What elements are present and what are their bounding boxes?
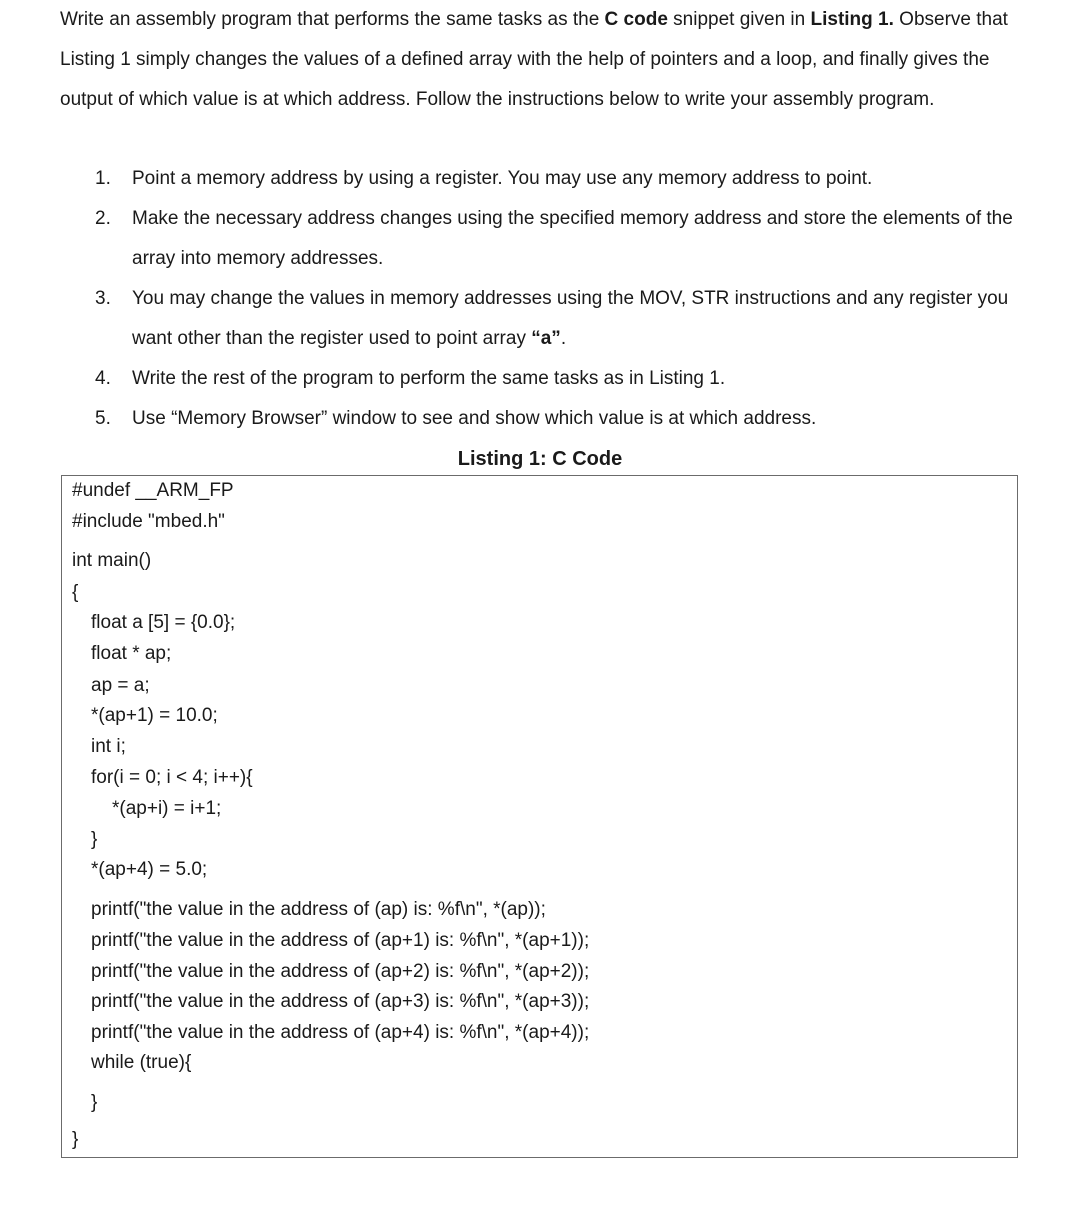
code-listing-box bbox=[61, 475, 1018, 1158]
instruction-text bbox=[132, 279, 1035, 359]
code-line: } bbox=[72, 1129, 79, 1150]
code-line: printf("the value in the address of (ap+1) is: %f\n", *(ap+1)); bbox=[91, 930, 590, 951]
instruction-number: 3. bbox=[95, 288, 111, 309]
instruction-text-segment: Write the rest of the program to perform the same tasks as in Listing 1. bbox=[132, 368, 726, 389]
instruction-list bbox=[95, 159, 1035, 439]
code-line: printf("the value in the address of (ap) is: %f\n", *(ap)); bbox=[91, 899, 546, 920]
code-line: while (true){ bbox=[91, 1052, 192, 1073]
intro-paragraph bbox=[60, 0, 1035, 120]
listing-caption: Listing 1: C Code bbox=[457, 448, 623, 470]
instruction-item bbox=[95, 279, 1035, 359]
code-line: int i; bbox=[91, 736, 126, 757]
instruction-bold-array-name: “a” bbox=[531, 328, 561, 349]
code-line: } bbox=[91, 1092, 98, 1113]
code-line: *(ap+4) = 5.0; bbox=[91, 859, 208, 880]
instruction-text-segment: You may change the values in memory addresses using the MOV, STR instructions and any register you want other than the register used to point array bbox=[132, 288, 1009, 349]
intro-text: Write an assembly program that performs the same tasks as the bbox=[60, 9, 605, 30]
code-line: float a [5] = {0.0}; bbox=[91, 612, 236, 633]
instruction-text-segment: Make the necessary address changes using the specified memory address and store the elements of the array into memory addresses. bbox=[132, 208, 1013, 269]
code-line: #undef __ARM_FP bbox=[72, 480, 234, 501]
instruction-item bbox=[95, 399, 1035, 439]
instruction-text bbox=[132, 359, 1035, 399]
instruction-text-segment: . bbox=[560, 328, 567, 349]
code-line: printf("the value in the address of (ap+4) is: %f\n", *(ap+4)); bbox=[91, 1022, 590, 1043]
code-line: ap = a; bbox=[91, 675, 150, 696]
code-line: } bbox=[91, 829, 98, 850]
instruction-text bbox=[132, 399, 1035, 439]
code-line: for(i = 0; i < 4; i++){ bbox=[91, 767, 253, 788]
instruction-text-segment: Point a memory address by using a register. You may use any memory address to point. bbox=[132, 168, 873, 189]
code-line: int main() bbox=[72, 550, 152, 571]
instruction-item bbox=[95, 199, 1035, 279]
code-line: printf("the value in the address of (ap+2) is: %f\n", *(ap+2)); bbox=[91, 961, 590, 982]
assignment-intro bbox=[60, 0, 1035, 120]
instruction-item bbox=[95, 359, 1035, 399]
instruction-number: 1. bbox=[95, 168, 111, 189]
code-line: printf("the value in the address of (ap+3) is: %f\n", *(ap+3)); bbox=[91, 991, 590, 1012]
code-line: *(ap+i) = i+1; bbox=[112, 798, 222, 819]
instruction-text bbox=[132, 159, 1035, 199]
instruction-number: 5. bbox=[95, 408, 111, 429]
instruction-number: 4. bbox=[95, 368, 111, 389]
intro-bold-listing-ref: Listing 1. bbox=[810, 9, 894, 30]
instruction-text-segment: Use “Memory Browser” window to see and show which value is at which address. bbox=[132, 408, 817, 429]
instruction-text bbox=[132, 199, 1035, 279]
intro-text: snippet given in bbox=[667, 9, 811, 30]
code-line: float * ap; bbox=[91, 643, 172, 664]
code-line: #include "mbed.h" bbox=[72, 511, 225, 532]
instruction-item bbox=[95, 159, 1035, 199]
code-line: { bbox=[72, 582, 79, 603]
intro-bold-c-code: C code bbox=[604, 9, 668, 30]
intro-text: Observe that Listing 1 simply changes the values of a defined array with the help of pointers and a loop, and finally gives the output of which value is at which address. Follow the instructions below to write your assembly program. bbox=[60, 9, 1008, 110]
code-line: *(ap+1) = 10.0; bbox=[91, 705, 218, 726]
instruction-number: 2. bbox=[95, 208, 111, 229]
